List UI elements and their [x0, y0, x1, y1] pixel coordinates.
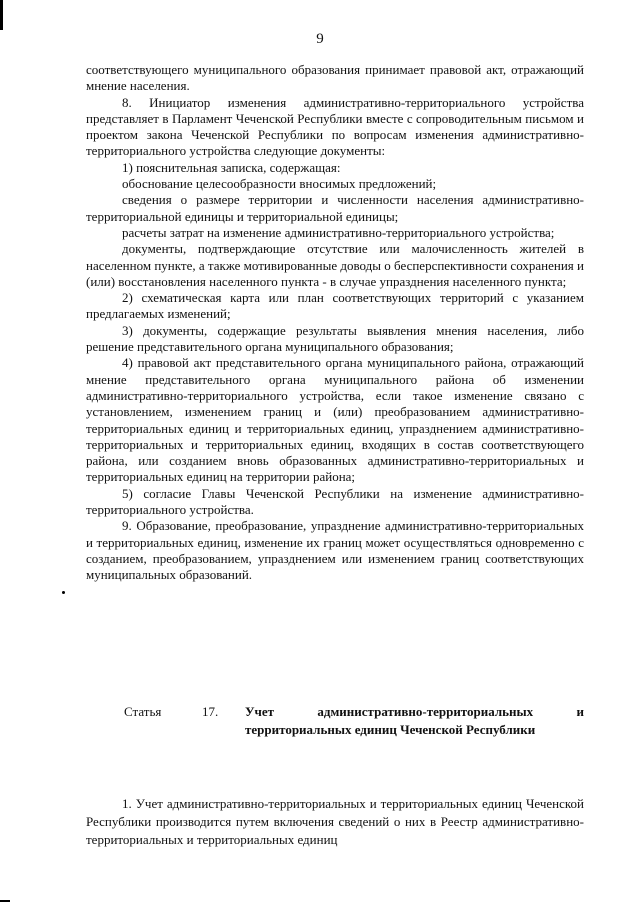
- article-paragraph: 1. Учет административно-территориальных и территориальных единиц Чеченской Республики производится путем включения сведений о них в Реестр административно-территориальных и территориальных единиц: [86, 796, 584, 847]
- paragraph: расчеты затрат на изменение административно-территориального устройства;: [122, 224, 555, 240]
- article-heading-line1: [124, 703, 584, 721]
- paragraph: 1) пояснительная записка, содержащая:: [122, 159, 341, 175]
- article-heading: [124, 703, 584, 739]
- article-number: 17.: [202, 704, 219, 719]
- paragraph: 8. Инициатор изменения административно-территориального устройства представляет в Парламент Чеченской Республики вместе с сопроводительным письмом и проектом закона Чеченской Республики по вопросам изменения административно-территориального устройства следующие документы:: [86, 94, 584, 159]
- paragraph: 4) правовой акт представительного органа муниципального района, отражающий мнение представительного органа муниципального района об изменении административно-территориального устройства, если такое изменение связано с установлением, изменением границ и (или) преобразованием административно-территориальных единиц и территориальных единиц, упразднением административно-территориальных и территориальных единиц, входящих в состав соответствующего района, или созданием вновь образованных административно-территориальных и территориальных единиц на территории района;: [86, 355, 584, 485]
- paragraph: соответствующего муниципального образования принимает правовой акт, отражающий мнение населения.: [86, 62, 584, 94]
- paragraph: 3) документы, содержащие результаты выявления мнения населения, либо решение представительного органа муниципального образования;: [86, 322, 584, 355]
- scan-dot: [62, 591, 65, 594]
- body-text: [86, 62, 584, 584]
- page-number: 9: [316, 31, 324, 47]
- scan-mark-bottom: [0, 900, 10, 902]
- article-title-line2: территориальных единиц Чеченской Республики: [245, 722, 536, 737]
- paragraph: 2) схематическая карта или план соответствующих территорий с указанием предлагаемых изменений;: [86, 290, 584, 322]
- article-title-line1: Учет административно-территориальных и: [245, 704, 584, 719]
- paragraph: обоснование целесообразности вносимых предложений;: [122, 176, 437, 192]
- paragraph: документы, подтверждающие отсутствие или малочисленность жителей в населенном пункте, а также мотивированные доводы о бесперспективности сохранения и (или) восстановления населенного пункта - в случае упразднения населенного пункта;: [86, 241, 584, 289]
- scan-mark-left: [0, 0, 3, 30]
- paragraph: 5) согласие Главы Чеченской Республики на изменение административно-территориального устройства.: [86, 485, 584, 518]
- article-label: Статья: [124, 704, 162, 719]
- paragraph: сведения о размере территории и численности населения административно-территориальной единицы и территориальной единицы;: [86, 192, 584, 224]
- paragraph: 9. Образование, преобразование, упразднение административно-территориальных и территориальных единиц, изменение их границ может осуществляться одновременно с созданием, преобразованием, упразднением или изменением границ соответствующих муниципальных образований.: [86, 518, 584, 583]
- article-text: [86, 795, 584, 849]
